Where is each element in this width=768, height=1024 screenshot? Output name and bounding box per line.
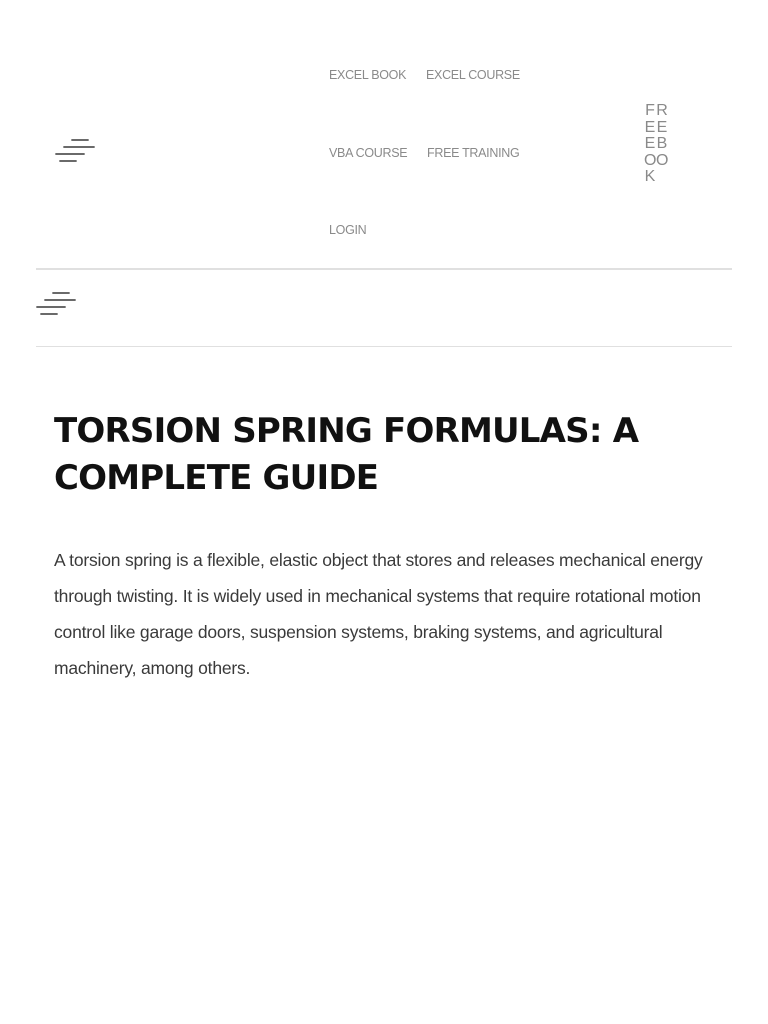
header-divider (36, 268, 732, 270)
nav-link-vba-course[interactable]: VBA COURSE (329, 146, 408, 160)
nav-link-login[interactable]: LOGIN (329, 223, 367, 237)
secondary-menu-icon[interactable] (35, 290, 77, 318)
intro-paragraph: A torsion spring is a flexible, elastic object that stores and releases mechanical energy through twisting. It is widely used in mechanical systems that require rotational motion control like garage doors, suspension systems, braking systems, and agricultural machinery, among others. (54, 550, 703, 678)
free-ebook-link[interactable]: F R E E E B O O K (644, 102, 669, 185)
section-divider (36, 346, 732, 347)
page-title: TORSION SPRING FORMULAS: A COMPLETE GUIDE (54, 411, 639, 498)
nav-link-excel-book[interactable]: EXCEL BOOK (329, 68, 407, 82)
nav-link-free-training[interactable]: FREE TRAINING (427, 146, 520, 160)
menu-icon[interactable] (54, 137, 96, 165)
nav-link-excel-course[interactable]: EXCEL COURSE (426, 68, 520, 82)
